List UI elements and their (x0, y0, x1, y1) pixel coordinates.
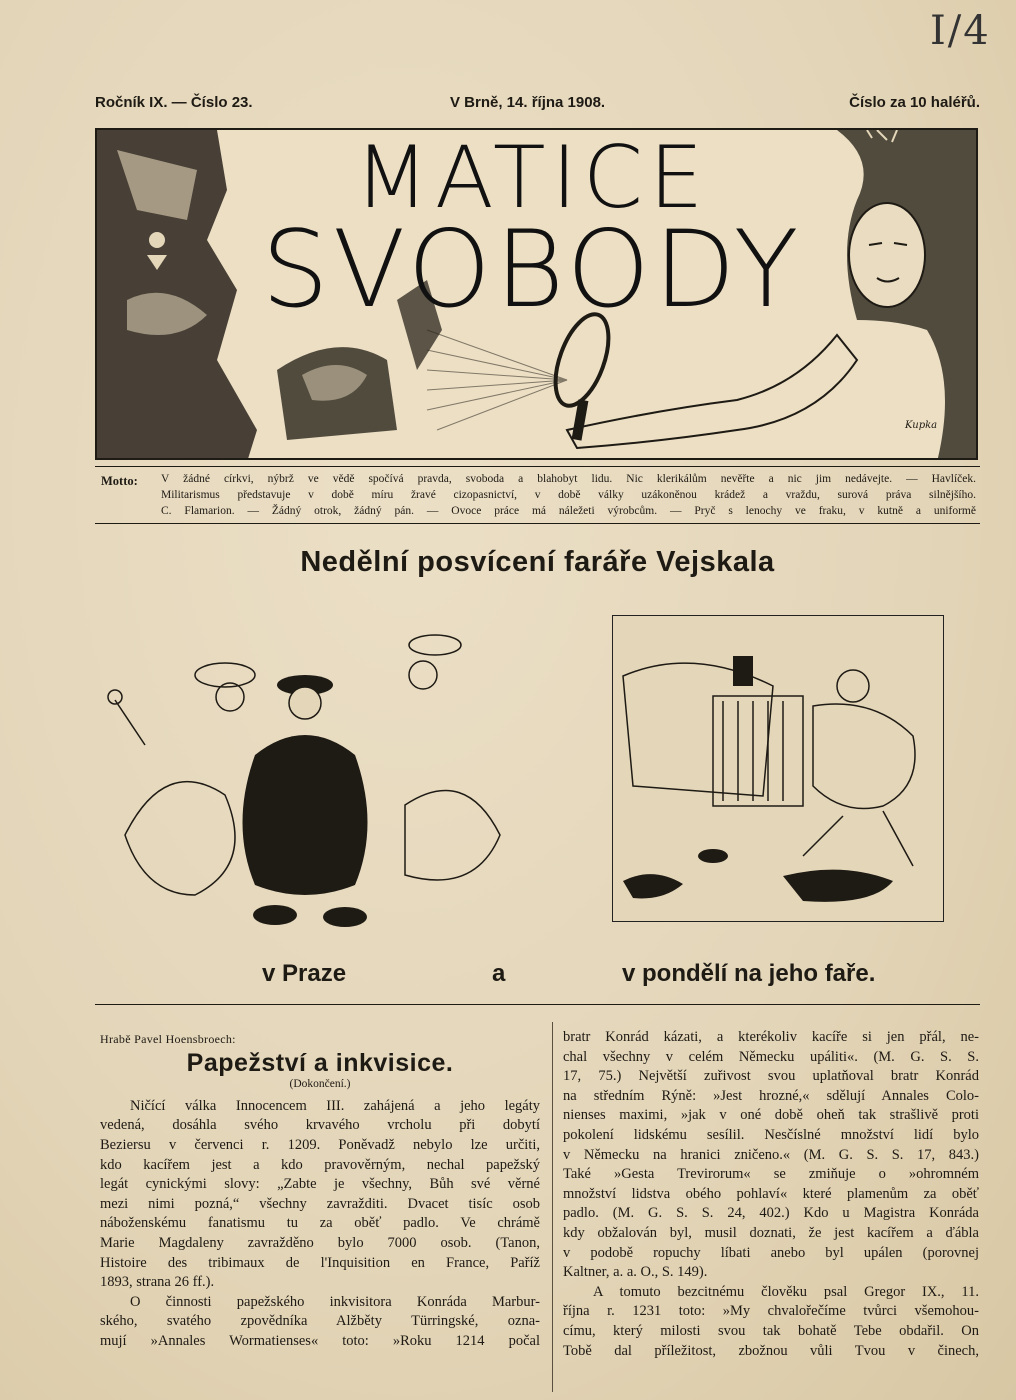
motto-line: C. Flamarion. — Žádný otrok, žádný pán. — Ovoce práce má náležeti výrobcům. — Pryč s lenochy ve fraku, v kutně a uniformě (161, 505, 976, 517)
text-line: Marie Magdaleny zavražděno bylo 7000 osob. (Tanon, (100, 1234, 540, 1251)
motto-line: Militarismus představuje v době míru žravé cizopasnictví, v době války uzákoněnou krádež a vraždu, surová práva silnějšího. (161, 489, 976, 501)
column-rule (552, 1022, 553, 1392)
handwritten-archive-mark: I/4 (930, 8, 991, 54)
article-subtitle: (Dokončení.) (289, 1078, 351, 1091)
text-line: 17, 75.) Největší zuřivost svou uplatňoval bratr Konrád (563, 1068, 979, 1085)
cartoon-left-illustration (105, 605, 505, 945)
text-line: Tobě dal příležitost, zbožnou vůli Tvou v činech, (563, 1342, 979, 1359)
text-line: mují »Annales Wormatienses« toto: »Roku 1214 počal (100, 1332, 540, 1349)
volume-number: Ročník IX. — Číslo 23. (95, 94, 253, 111)
price: Číslo za 10 haléřů. (849, 94, 980, 111)
title-line-2: SVOBODY (261, 207, 803, 331)
newspaper-title (237, 128, 827, 331)
caption-right: v pondělí na jeho faře. (622, 960, 876, 987)
title-line-1: MATICE (354, 128, 710, 228)
text-line: 1893, strana 26 ff.). (100, 1274, 215, 1291)
artist-signature: Kupka (905, 420, 938, 431)
text-line: množství lidstva obého pohlaví« které plamenům za oběť (563, 1185, 979, 1202)
cartoon-right-illustration (612, 615, 944, 922)
text-line: O činnosti papežského inkvisitora Konráda Marbur- (130, 1293, 540, 1310)
cartoon-headline: Nedělní posvícení faráře Vejskala (300, 546, 775, 578)
section-divider (95, 1004, 980, 1005)
text-line: mezi nimi pozná,“ všechny zavražditi. Dvacet tisíc osob (100, 1195, 540, 1212)
masthead (95, 128, 978, 460)
text-line: címu, který milosti svou tak bohatě Tebe obdařil. On (563, 1322, 979, 1339)
article-column-right (563, 1028, 979, 1361)
text-line: v Německu na hranici zničeno.« (M. G. S. S. 17, 843.) (563, 1146, 979, 1163)
text-line: ského, svatého zpovědníka Alžběty Türringské, ozna- (100, 1313, 540, 1330)
text-line: kdy obžalován byl, musil doznati, že jest kacířem a ďábla (563, 1224, 979, 1241)
article-title: Papežství a inkvisice. (186, 1048, 454, 1077)
text-line: Také »Gesta Trevirorum« se zmiňuje o »ohromném (563, 1166, 979, 1183)
text-line: A tomuto bezcitnému člověku psal Gregor IX., 11. (593, 1283, 979, 1300)
text-line: října r. 1231 toto: »My chvalořečíme tvůrci všemohou- (563, 1303, 979, 1320)
motto-box (95, 466, 980, 524)
caption-middle: a (492, 960, 506, 987)
text-line: legát cynickými slovy: „Zabte je všechny, Bůh své věrné (100, 1176, 540, 1193)
text-line: pokolení lidskému sesílil. Nesčíslné množství lidí bylo (563, 1126, 979, 1143)
motto-line: V žádné církvi, nýbrž ve vědě spočívá pravda, svoboda a blahobyt lidu. Nic klerikálům nevěřte a nic jim nedávejte. — Havlíček. (161, 473, 976, 485)
text-line: Kaltner, a. a. O., S. 149). (563, 1264, 708, 1281)
text-line: Ničící válka Innocencem III. zahájená a jeho legáty (130, 1097, 540, 1114)
text-line: chal všechny v celém Německu upáliti«. (M. G. S. S. (563, 1048, 979, 1065)
text-line: bratr Konrád kázati, a kterékoliv kacíře si jen přál, ne- (563, 1029, 979, 1045)
article-column-left (100, 1030, 540, 1352)
text-line: nienses maximi, »jak v oné době oheň tak strašlivě proti (563, 1107, 979, 1124)
text-line: v podobě ropuchy líbati anebo byl upálen (porovnej (563, 1244, 979, 1261)
text-line: vedená, dosáhla svého krvavého vrcholu při dobytí (100, 1117, 540, 1134)
text-line: náboženskému fanatismu tu za oběť padlo. Ve chrámě (100, 1215, 540, 1232)
text-line: Beziersu v červenci r. 1209. Poněvadž nebylo lze určiti, (100, 1136, 540, 1153)
caption-left: v Praze (262, 960, 347, 987)
place-date: V Brně, 14. října 1908. (450, 94, 606, 111)
motto-label: Motto: (101, 474, 138, 488)
text-line: Histoire des tribimaux de l'Inquisition en France, Paříž (100, 1254, 540, 1271)
text-line: padlo. (M. G. S. S. 24, 402.) Kdo u Magistra Konráda (563, 1205, 979, 1222)
issue-info-line (95, 94, 980, 116)
article-byline: Hrabě Pavel Hoensbroech: (100, 1032, 236, 1046)
motto-text (161, 471, 976, 519)
text-line: na středním Rýně: »Jest hrozné,« sdělují Annales Colo- (563, 1087, 979, 1104)
text-line: kdo kacířem jest a kdo pravověrným, nechal papežský (100, 1156, 540, 1173)
